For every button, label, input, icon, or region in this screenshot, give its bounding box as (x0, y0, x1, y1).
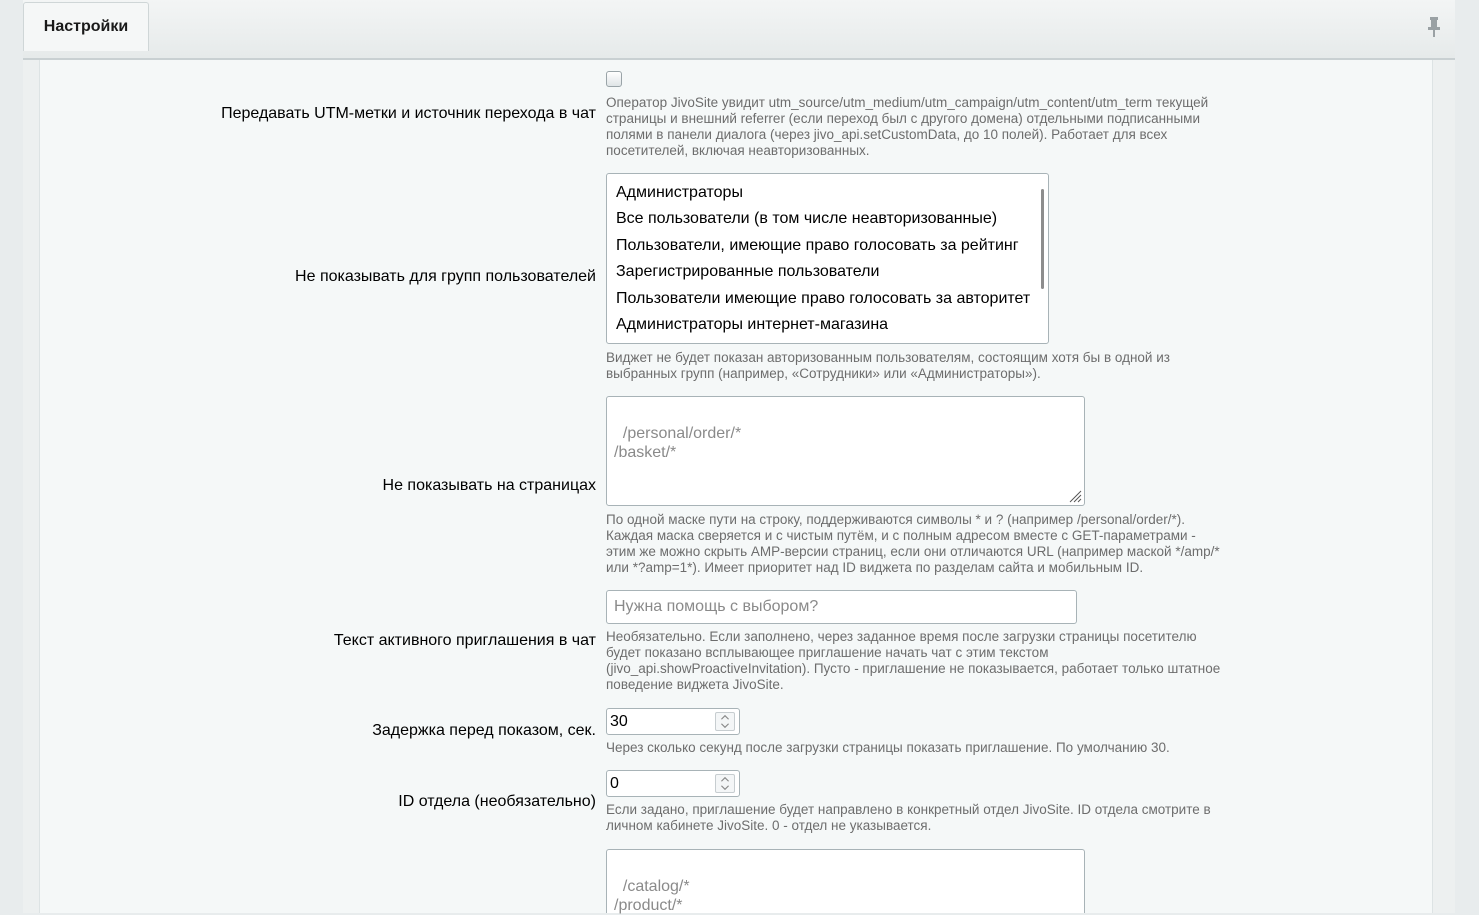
resize-grip-icon[interactable] (1068, 489, 1082, 503)
tab-settings[interactable] (23, 2, 149, 51)
delay-hint: Через сколько секунд после загрузки страницы показать приглашение. По умолчанию 30. (606, 740, 1170, 755)
department-label: ID отдела (необязательно) (398, 793, 596, 810)
tab-settings-label: Настройки (43, 18, 129, 35)
groups-select[interactable] (606, 173, 1049, 344)
invite-text-label: Текст активного приглашения в чат (333, 632, 596, 649)
groups-option[interactable]: Администраторы интернет-магазина (616, 316, 889, 333)
stepper-icon[interactable] (715, 774, 735, 793)
groups-scrollbar[interactable] (1041, 189, 1044, 289)
pages-label: Не показывать на страницах (382, 477, 596, 494)
utm-hint: Оператор JivoSite увидит utm_source/utm_medium/utm_campaign/utm_content/utm_term текущей страницы и внешний referrer (если переход был с другого домена) отдельными подписанными полями в панели диалога (через jivo_api.setCustomData, до 10 полей). Работает для всех посетителей, включая неавторизованных. (606, 95, 1209, 158)
invite-text-input[interactable] (606, 590, 1077, 624)
delay-input[interactable] (606, 708, 740, 735)
utm-checkbox[interactable] (606, 71, 622, 87)
pin-icon[interactable] (1427, 16, 1441, 38)
sections-placeholder: /catalog/* /product/* (614, 878, 690, 914)
utm-label: Передавать UTM-метки и источник перехода в чат (221, 105, 596, 122)
invite-text-hint: Необязательно. Если заполнено, через заданное время после загрузки страницы посетителю будет показано всплывающее приглашение начать чат с этим текстом (jivo_api.showProactiveInvitation). Пусто - приглашение не показывается, работает только штатное поведение виджета JivoSite. (606, 629, 1221, 692)
pages-hint: По одной маске пути на строку, поддерживаются символы * и ? (например /personal/order/*). Каждая маска сверяется и с чистым путём, и с полным адресом вместе с GET-параметрами - этим же можно скрыть AMP-версии страниц, если они отличаются URL (например маской */amp/* или *?amp=1*). Имеет приоритет над ID виджета по разделам сайта и мобильным ID. (606, 512, 1220, 575)
groups-option[interactable]: Зарегистрированные пользователи (616, 263, 880, 280)
department-input[interactable] (606, 770, 740, 797)
department-hint: Если задано, приглашение будет направлено в конкретный отдел JivoSite. ID отдела смотрите в личном кабинете JivoSite. 0 - отдел не указывается. (606, 802, 1211, 833)
department-value: 0 (610, 775, 619, 792)
groups-option[interactable]: Пользователи имеющие право голосовать за авторитет (616, 290, 1031, 307)
groups-option[interactable]: Администраторы (616, 184, 743, 201)
invite-text-placeholder: Нужна помощь с выбором? (614, 598, 819, 615)
groups-option[interactable]: Пользователи, имеющие право голосовать за рейтинг (616, 237, 1019, 254)
tab-bar (23, 0, 1455, 60)
pages-textarea[interactable] (606, 396, 1085, 506)
groups-hint: Виджет не будет показан авторизованным пользователям, состоящим хотя бы в одной из выбранных групп (например, «Сотрудники» или «Администраторы»). (606, 350, 1170, 381)
delay-value: 30 (610, 713, 628, 730)
stepper-icon[interactable] (715, 712, 735, 731)
groups-label: Не показывать для групп пользователей (295, 268, 596, 285)
pages-placeholder: /personal/order/* /basket/* (614, 425, 742, 461)
sections-textarea[interactable] (606, 849, 1085, 913)
groups-option[interactable]: Все пользователи (в том числе неавторизованные) (616, 210, 998, 227)
delay-label: Задержка перед показом, сек. (372, 722, 596, 739)
